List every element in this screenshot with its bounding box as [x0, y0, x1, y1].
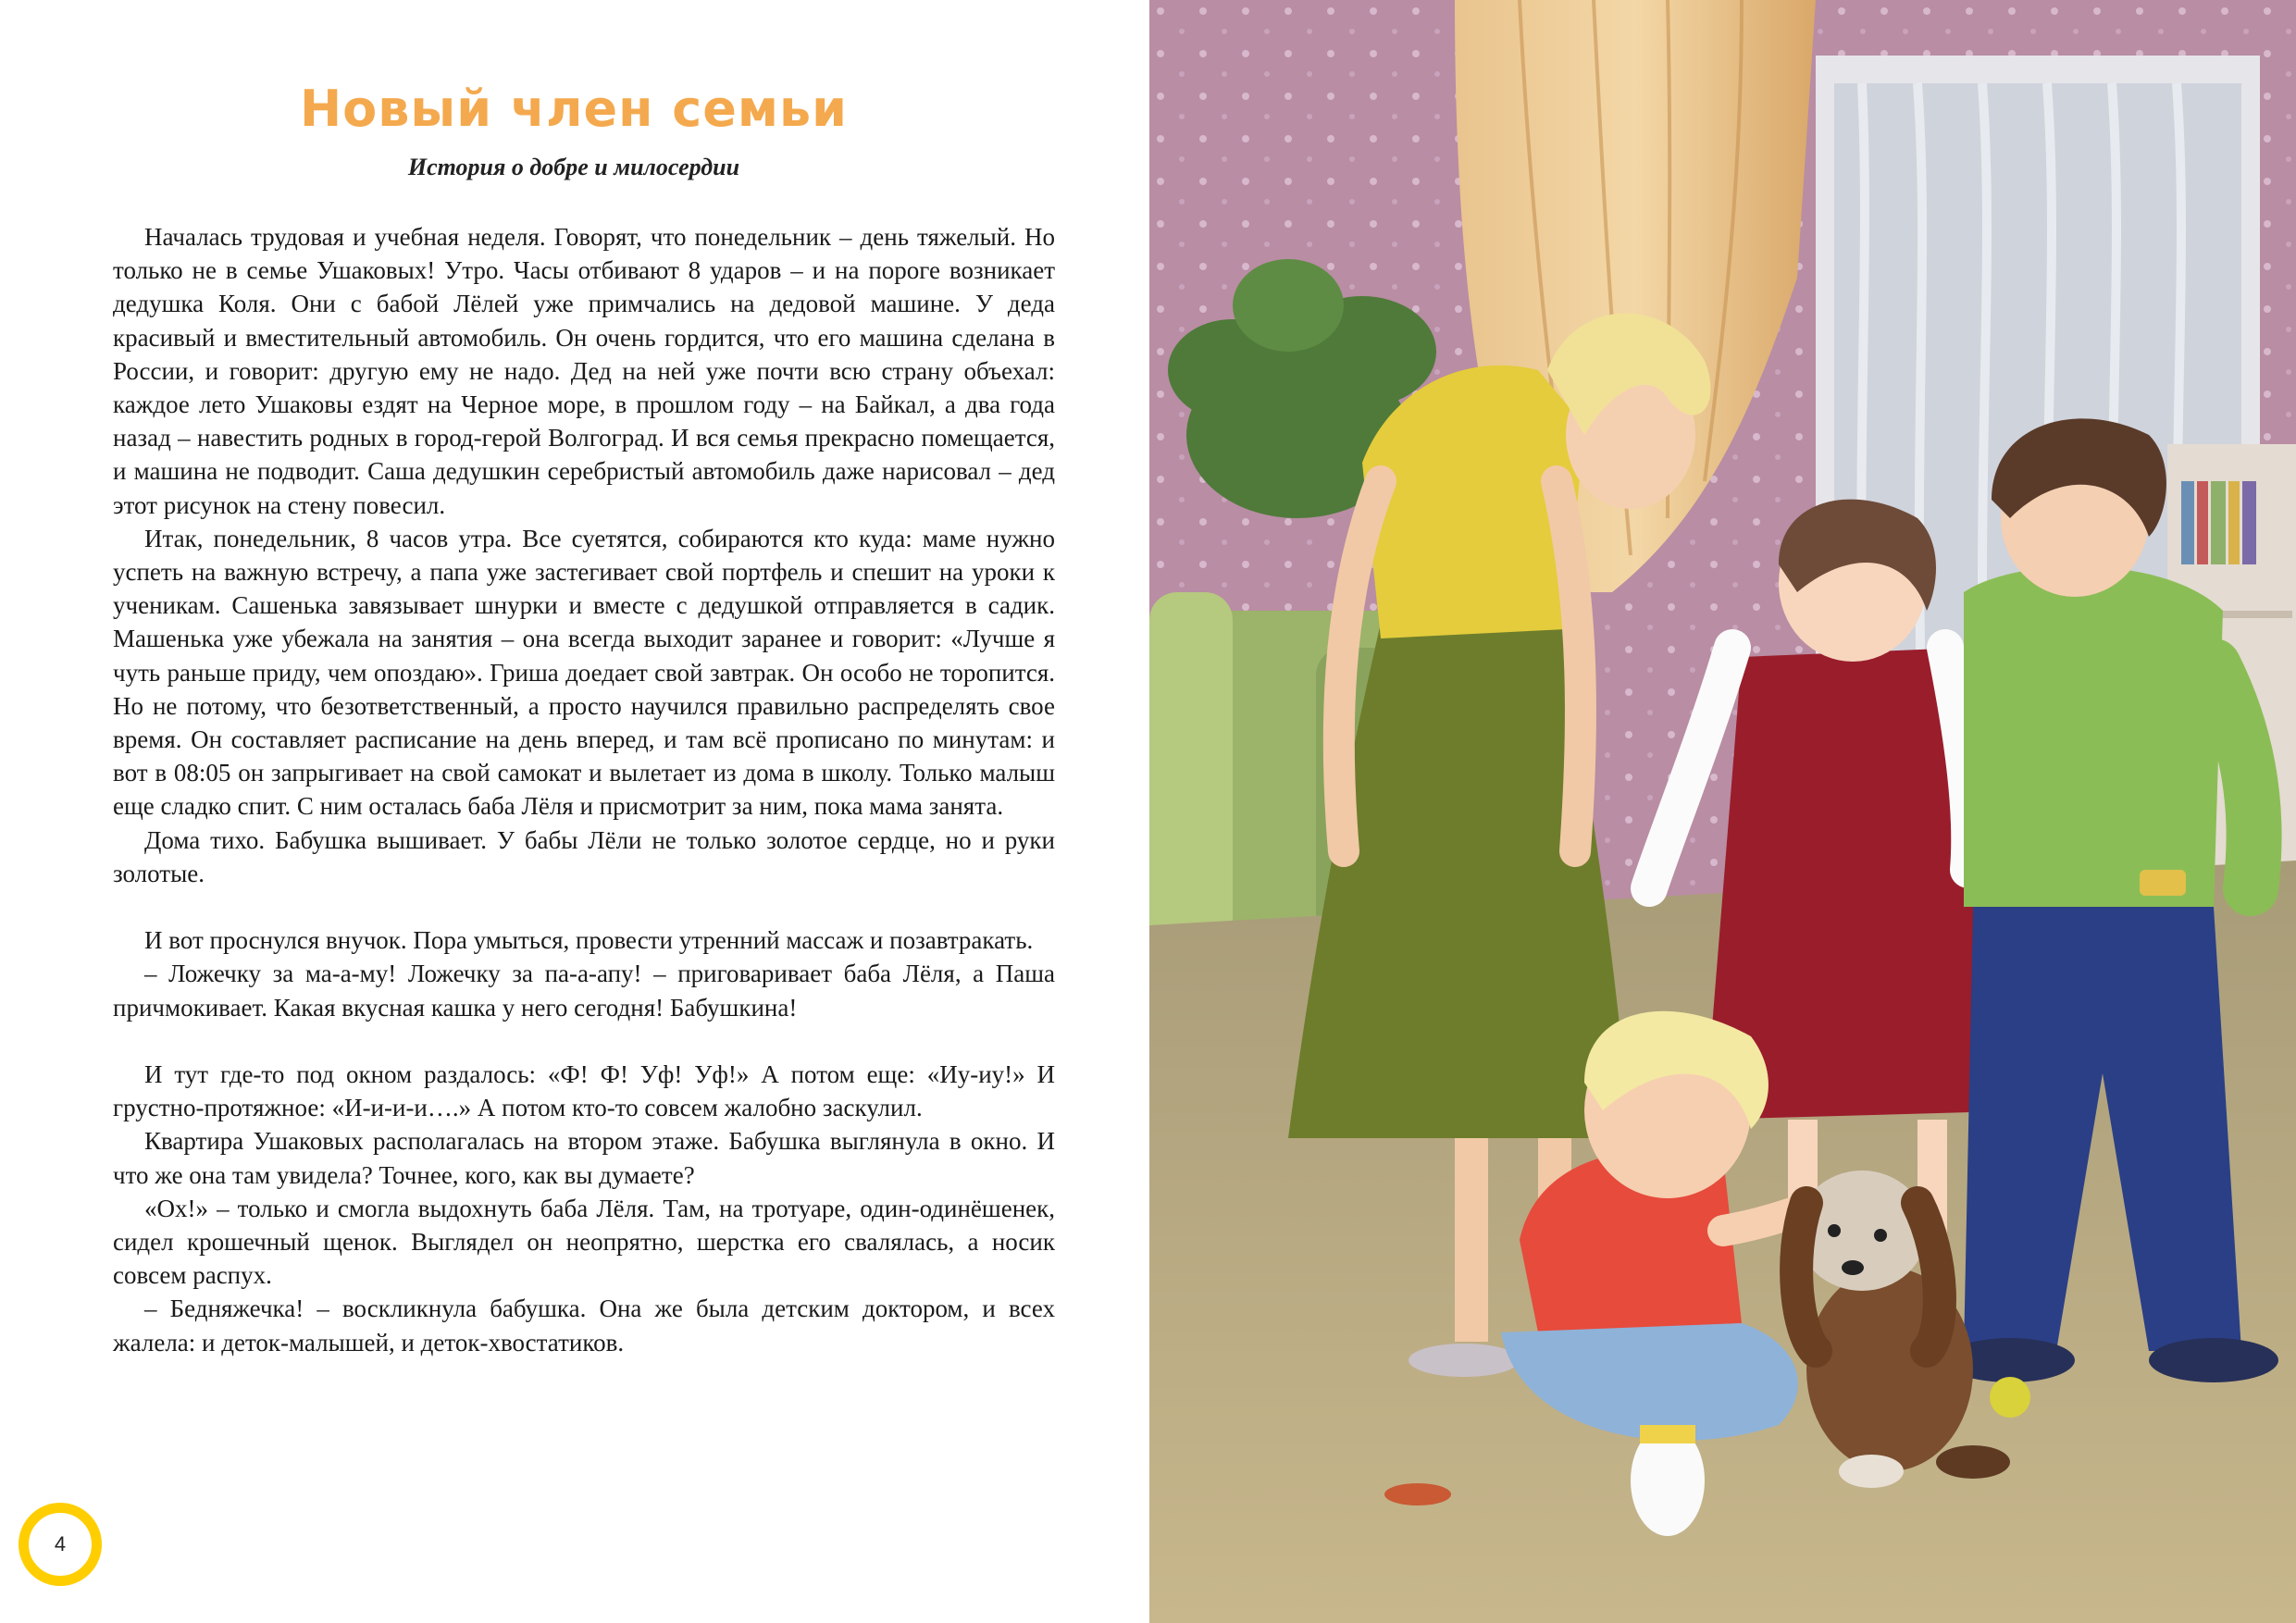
paragraph: Квартира Ушаковых располагалась на втором этаже. Бабушка выглянула в окно. И что же она там увидела? Точнее, кого, как вы думаете?	[113, 1127, 1055, 1189]
story-subtitle: История о добре и милосердии	[407, 154, 740, 180]
paragraph: – Ложечку за ма-а-му! Ложечку за па-а-апу! – приговаривает баба Лёля, а Паша причмокивает. Какая вкусная кашка у него сегодня! Бабушкина!	[113, 960, 1055, 1022]
family-puppy-scene	[1149, 0, 2296, 1623]
paragraph: И тут где-то под окном раздалось: «Ф! Ф! Уф! Уф!» А потом еще: «Иу-иу!» И грустно-протяжное: «И-и-и-и….» А потом кто-то совсем жалобно заскулил.	[113, 1060, 1055, 1122]
paragraph: И вот проснулся внучок. Пора умыться, провести утренний массаж и позавтракать.	[144, 926, 1034, 955]
paragraph: Дома тихо. Бабушка вышивает. У бабы Лёли не только золотое сердце, но и руки золотые.	[113, 825, 1055, 887]
page-number: 4	[19, 1503, 102, 1586]
dog-bone-toy	[1384, 1483, 1451, 1505]
family-illustration	[1149, 0, 2296, 1623]
paragraph: «Ох!» – только и смогла выдохнуть баба Лёля. Там, на тротуаре, один-одинёшенек, сидел крошечный щенок. Выглядел он неопрятно, шерстка его свалялась, а носик совсем распух.	[113, 1194, 1055, 1290]
paragraph: – Бедняжечка! – воскликнула бабушка. Она же была детским доктором, и всех жалела: и деток-малышей, и деток-хвостатиков.	[113, 1295, 1055, 1357]
paragraph: Началась трудовая и учебная неделя. Говорят, что понедельник – день тяжелый. Но только не в семье Ушаковых! Утро. Часы отбивают 8 ударов – и на пороге возникает дедушка Коля. Они с бабой Лёлей уже примчались на дедовой машине. У деда красивый и вместительный автомобиль. Он очень гордится, что его машина сделана в России, и говорит: другую ему не надо. Дед на ней уже почти всю страну объехал: каждое лето Ушаковы ездят на Черное море, в прошлом году – на Байкал, а два года назад – навестить родных в город-герой Волгоград. И вся семья прекрасно помещается, и машина не подводит. Саша дедушкин серебристый автомобиль даже нарисовал – дед этот рисунок на стену повесил.	[113, 223, 1055, 519]
paragraph: Итак, понедельник, 8 часов утра. Все суетятся, собираются кто куда: маме нужно успеть на важную встречу, а папа уже застегивает свой портфель и спешит на уроки к ученикам. Сашенька завязывает шнурки и вместе с дедушкой отправляется в садик. Машенька уже убежала на занятия – она всегда выходит заранее и говорит: «Лучше я чуть раньше приду, чем опоздаю». Гриша доедает свой завтрак. Он особо не торопится. Но не потому, что безответственный, а просто научился правильно распределять свое время. Он составляет расписание на день вперед, и там всё прописано по минутам: и вот в 08:05 он запрыгивает на свой самокат и вылетает из дома в школу. Только малыш еще сладко спит. С ним осталась баба Лёля и присмотрит за ним, пока мама занята.	[113, 524, 1055, 821]
story-title: Новый член семьи	[299, 80, 849, 138]
tennis-ball	[1990, 1377, 2030, 1418]
story-body	[113, 220, 1055, 1359]
